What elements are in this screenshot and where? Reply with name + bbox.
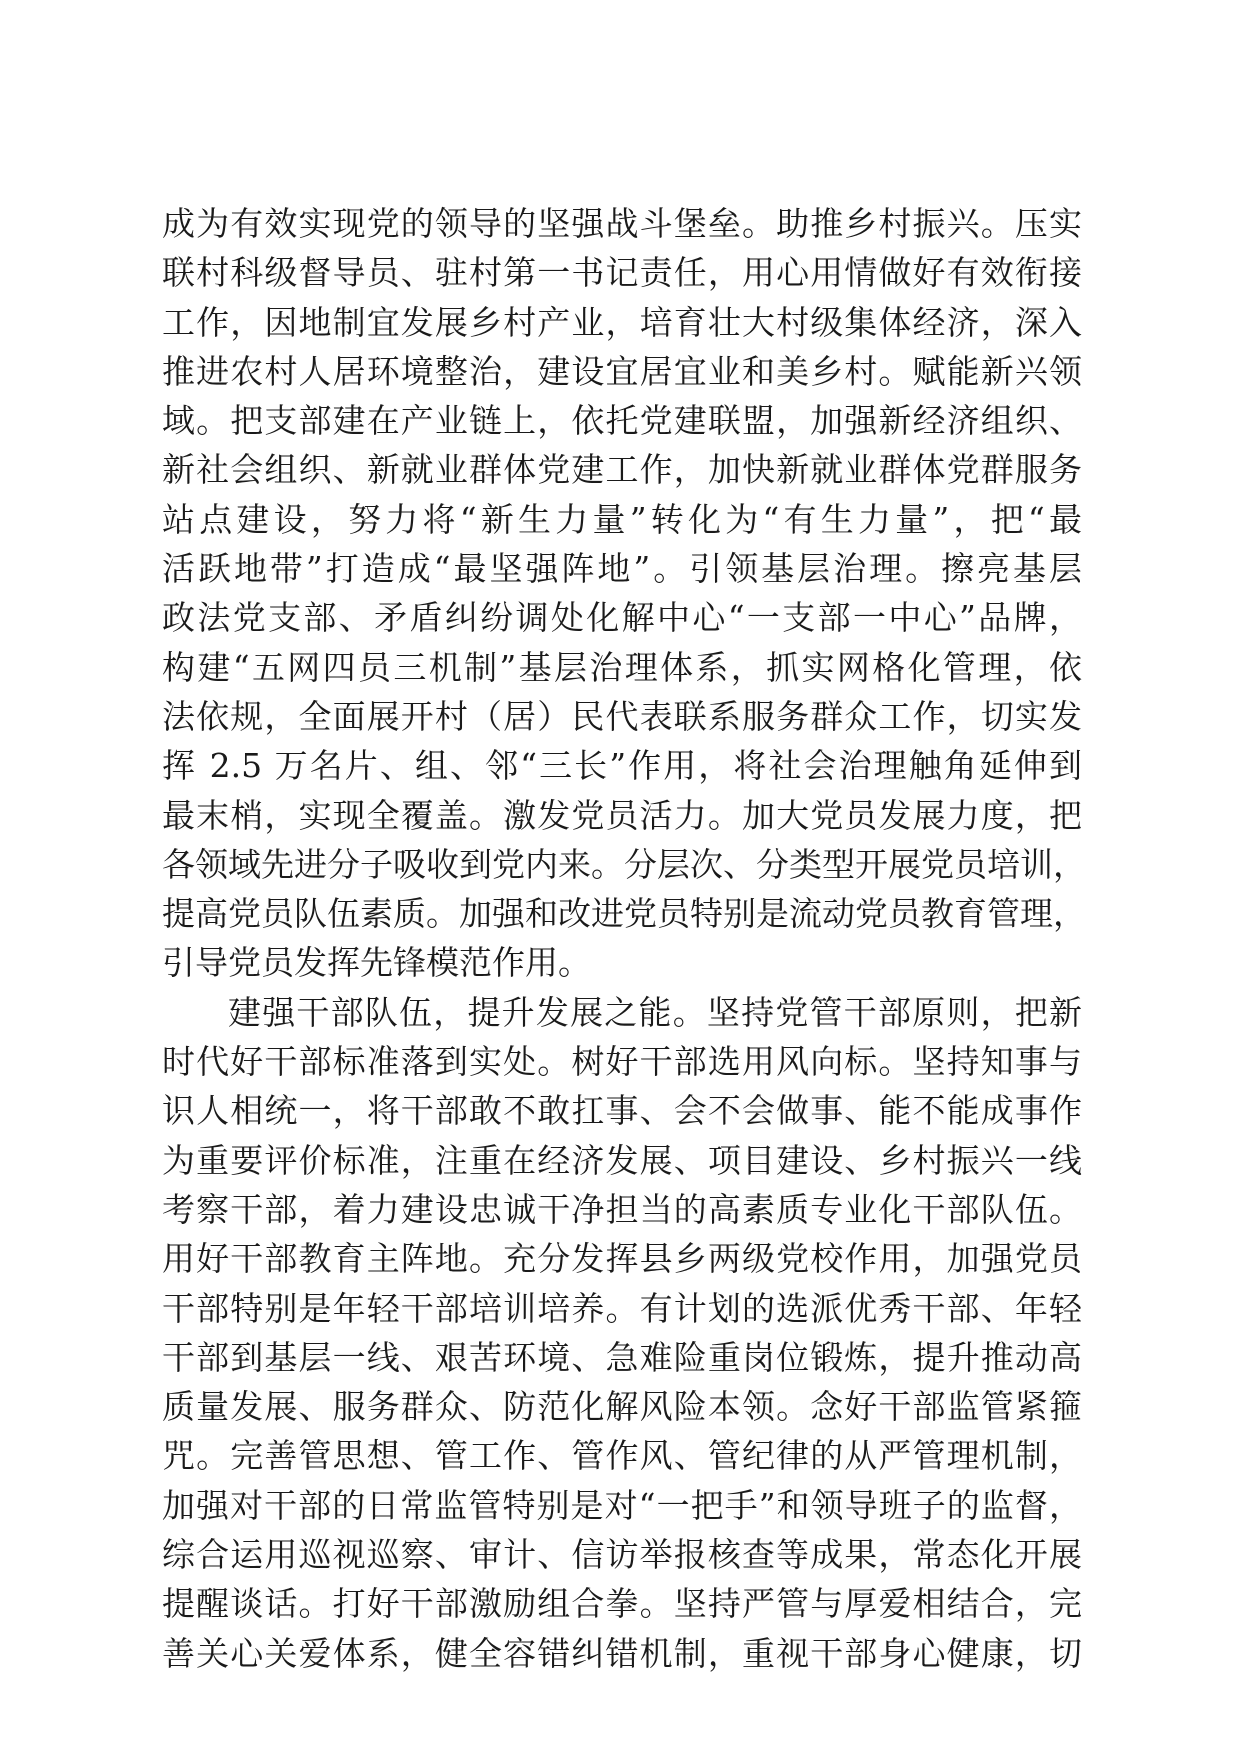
text-line: 干部到基层一线、艰苦环境、急难险重岗位锻炼，提升推动高 xyxy=(162,1337,1082,1377)
text-line: 咒。完善管思想、管工作、管作风、管纪律的从严管理机制， xyxy=(162,1436,1082,1476)
text-line: 挥 2.5 万名片、组、邻“三长”作用，将社会治理触角延伸到 xyxy=(162,746,1082,786)
text-line: 质量发展、服务群众、防范化解风险本领。念好干部监管紧箍 xyxy=(162,1387,1082,1427)
text-line: 成为有效实现党的领导的坚强战斗堡垒。助推乡村振兴。压实 xyxy=(162,204,1082,243)
text-line: 新社会组织、新就业群体党建工作，加快新就业群体党群服务 xyxy=(162,450,1082,490)
text-line: 综合运用巡视巡察、审计、信访举报核查等成果，常态化开展 xyxy=(162,1535,1082,1575)
text-line: 法依规，全面展开村（居）民代表联系服务群众工作，切实发 xyxy=(162,696,1082,736)
text-line: 用好干部教育主阵地。充分发挥县乡两级党校作用，加强党员 xyxy=(162,1239,1082,1279)
text-line: 活跃地带”打造成“最坚强阵地”。引领基层治理。擦亮基层 xyxy=(162,549,1082,589)
paragraph-cadre-team xyxy=(162,988,1082,1678)
text-line: 联村科级督导员、驻村第一书记责任，用心用情做好有效衔接 xyxy=(162,253,1082,293)
text-line: 考察干部，着力建设忠诚干净担当的高素质专业化干部队伍。 xyxy=(162,1189,1082,1229)
paragraph-grassroots-party-building xyxy=(162,199,1086,988)
text-line: 各领域先进分子吸收到党内来。分层次、分类型开展党员培训， xyxy=(162,844,1086,884)
text-line: 善关心关爱体系，健全容错纠错机制，重视干部身心健康，切 xyxy=(162,1633,1082,1673)
text-line: 时代好干部标准落到实处。树好干部选用风向标。坚持知事与 xyxy=(162,1042,1082,1082)
text-line: 引导党员发挥先锋模范作用。 xyxy=(162,943,591,983)
text-line: 干部特别是年轻干部培训培养。有计划的选派优秀干部、年轻 xyxy=(162,1288,1082,1328)
text-line: 构建“五网四员三机制”基层治理体系，抓实网格化管理，依 xyxy=(162,647,1082,687)
text-line: 加强对干部的日常监管特别是对“一把手”和领导班子的监督， xyxy=(162,1485,1082,1525)
text-line: 域。把支部建在产业链上，依托党建联盟，加强新经济组织、 xyxy=(162,401,1082,441)
body-text xyxy=(162,199,1086,1678)
text-line: 识人相统一，将干部敢不敢扛事、会不会做事、能不能成事作 xyxy=(162,1091,1082,1131)
text-line: 政法党支部、矛盾纠纷调处化解中心“一支部一中心”品牌， xyxy=(162,598,1082,638)
text-line: 提醒谈话。打好干部激励组合拳。坚持严管与厚爱相结合，完 xyxy=(162,1584,1082,1624)
text-line: 推进农村人居环境整治，建设宜居宜业和美乡村。赋能新兴领 xyxy=(162,351,1082,391)
text-line: 提高党员队伍素质。加强和改进党员特别是流动党员教育管理， xyxy=(162,894,1086,934)
text-line: 为重要评价标准，注重在经济发展、项目建设、乡村振兴一线 xyxy=(162,1140,1082,1180)
text-line: 最末梢，实现全覆盖。激发党员活力。加大党员发展力度，把 xyxy=(162,795,1082,835)
text-line: 工作，因地制宜发展乡村产业，培育壮大村级集体经济，深入 xyxy=(162,302,1082,342)
text-line: 建强干部队伍，提升发展之能。坚持党管干部原则，把新 xyxy=(228,992,1082,1032)
text-line: 站点建设，努力将“新生力量”转化为“有生力量”，把“最 xyxy=(162,499,1082,539)
